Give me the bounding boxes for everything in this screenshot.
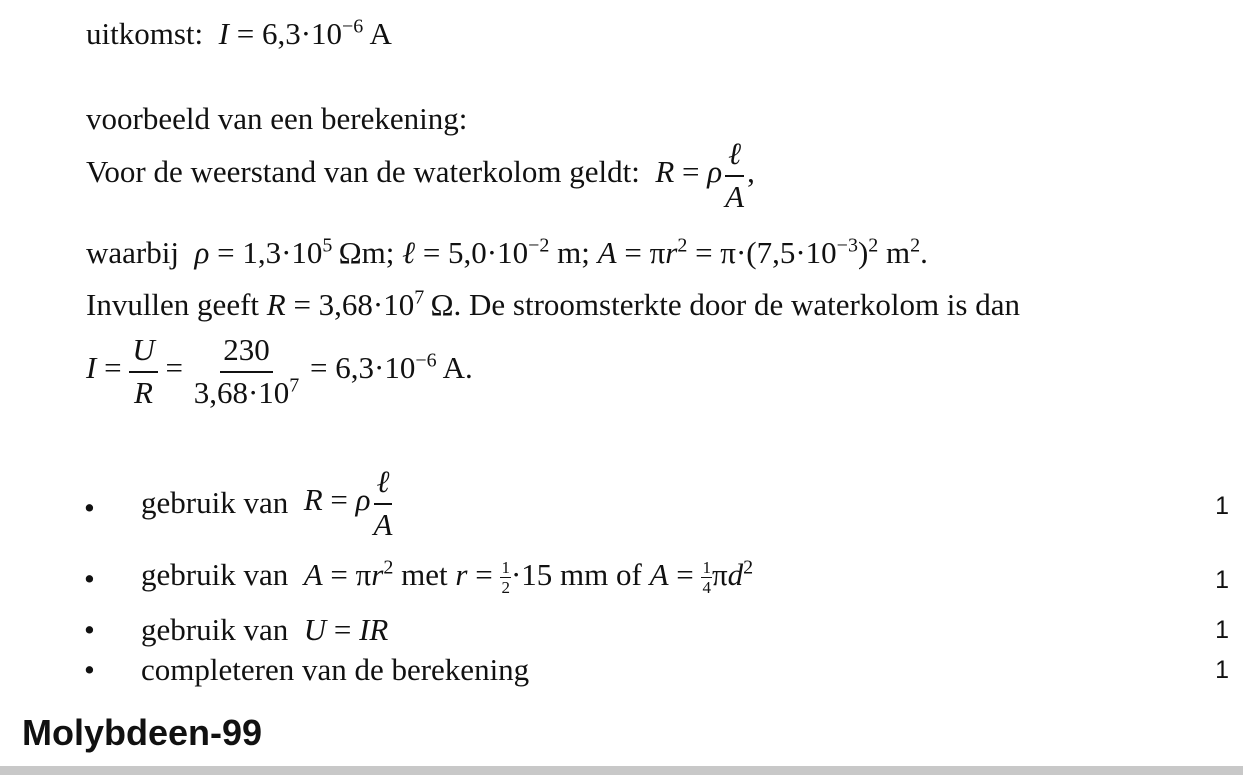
criterion-4-score: 1 [1215, 656, 1229, 684]
result-line [86, 16, 392, 52]
bullet-2: • [84, 561, 95, 596]
example-line-2 [86, 235, 928, 271]
page-footer-divider [0, 766, 1243, 775]
current-fraction-1: $\frac{U}{R}$ [129, 334, 157, 408]
current-result: = $6,3\cdot 10^{-6}$ A. [310, 349, 473, 386]
criterion-1-formula: R = ρ $\frac{\text{ℓ}}{A}$ [303, 464, 393, 542]
example-heading: voorbeeld van een berekening: [86, 101, 468, 136]
criterion-1-score: 1 [1215, 492, 1229, 520]
current-fraction-2: $\frac{230}{3,68\cdot 10^7}$ [193, 332, 300, 410]
criterion-2-score: 1 [1215, 566, 1229, 594]
bullet-3: • [84, 612, 95, 647]
example-line-3-text: Invullen geeft $R = 3,68\cdot 10^7$ Ω. De stroomsterkte door de waterkolom is dan [86, 286, 1020, 322]
criterion-3-formula: U = IR [303, 612, 389, 647]
result-formula: $I = 6,3\cdot 10^{-6}$ A [218, 15, 392, 51]
example-line-1 [86, 138, 755, 212]
criterion-2-formula: $A = \pi r^2$ met r = $\frac{1}{2}$ ·15 mm of A = $\frac{1}{4}$ $\pi d^2$ [303, 556, 754, 598]
example-line-2-formula: $\rho = 1,3\cdot 10^5$ Ωm; ℓ = $5,0\cdot 10^{-2}$ m; $A = \pi r^2 = \pi\cdot(7,5\cdot 10^{-3})^2$ $m^2$. [194, 234, 928, 270]
section-heading: Molybdeen-99 [22, 712, 263, 753]
bullet-4: • [84, 652, 95, 687]
example-line-1-text: Voor de weerstand van de waterkolom geldt: [86, 154, 640, 190]
bullet-1: • [84, 490, 95, 525]
result-label: uitkomst: [86, 16, 204, 51]
criterion-3-text: gebruik van [141, 612, 289, 647]
length-area-fraction: $\frac{\text{ℓ}}{A}$ [725, 136, 745, 214]
criterion-3-score: 1 [1215, 616, 1229, 644]
resistance-formula: R = ρ $\frac{\text{ℓ}}{A}$ , [655, 136, 755, 214]
example-line-2-label: waarbij [86, 235, 179, 270]
criterion-4-text: completeren van de berekening [141, 652, 530, 687]
criterion-2-text: gebruik van [141, 557, 289, 592]
example-line-3 [86, 287, 1020, 323]
criterion-1-text: gebruik van [141, 485, 289, 520]
example-line-4: I = $\frac{U}{R}$ = $\frac{230}{3,68\cdot 10^7}$ = $6,3\cdot 10^{-6}$ A. [86, 332, 473, 410]
